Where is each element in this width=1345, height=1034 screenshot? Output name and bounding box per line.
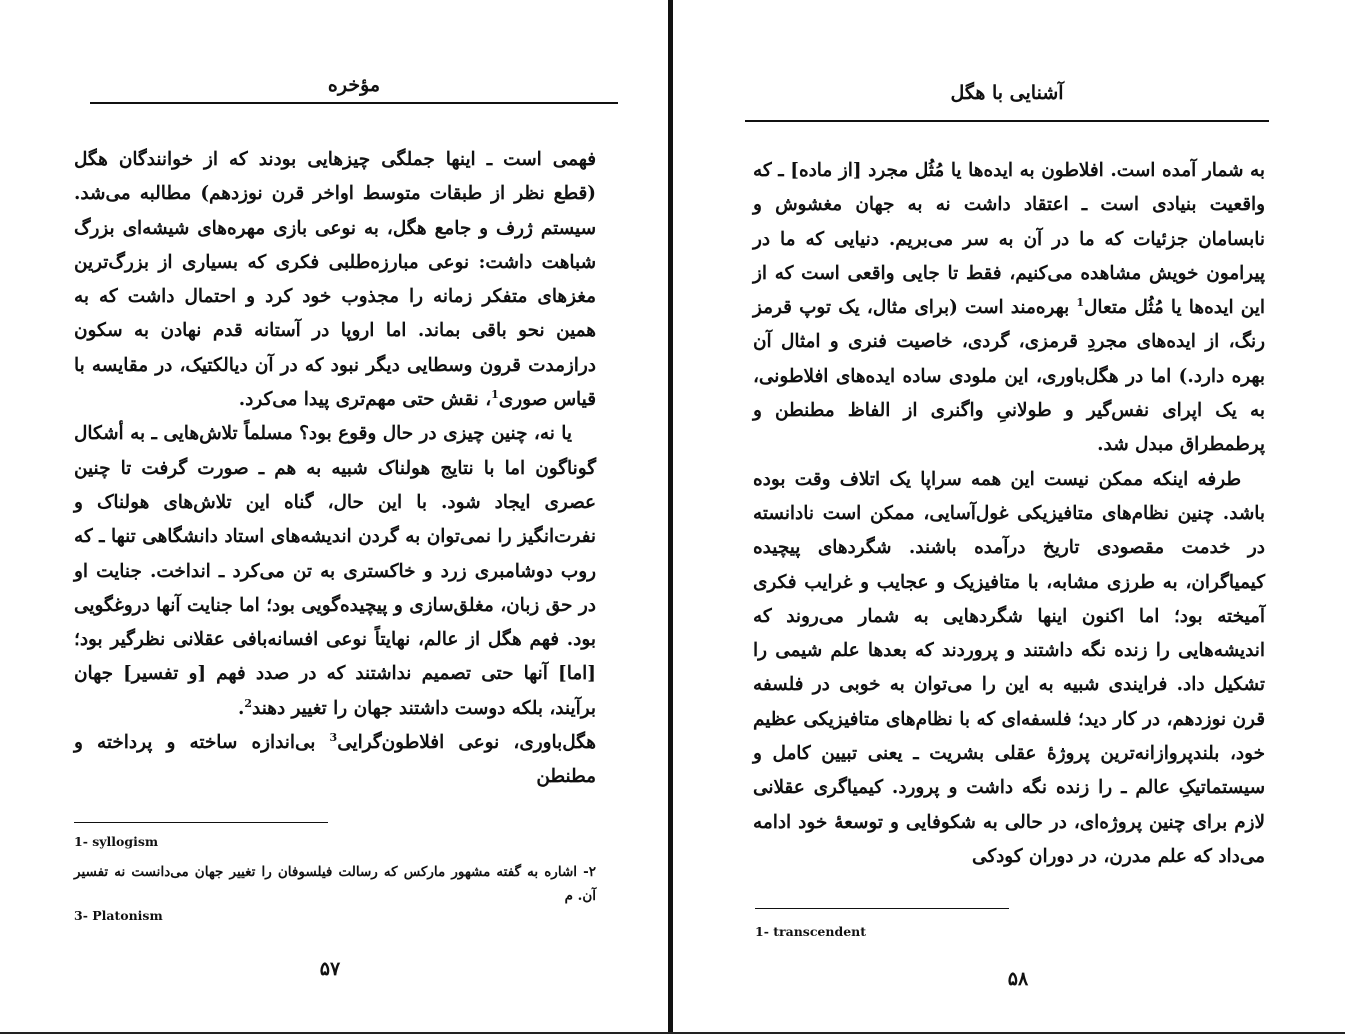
left-page <box>0 0 668 1034</box>
left-footnote-1: 1- syllogism <box>74 834 159 849</box>
right-paragraph-2: طرفه اینکه ممکن نیست این همه سراپا یک اتلاف وقت بوده باشد. چنین نظام‌های متافیزیکی غول‌آسایی، ممکن است نادانسته در خدمت مقصودی تاریخ درآمده باشند. شگردهای پیچیده کیمیاگران، به طرزی مشابه، با متافیزیک و عجایب و غرایب فکری آمیخته بود؛ اما اکنون اینها شگردهایی به شمار می‌روند که اندیشه‌هایی را زنده نگه داشتند و پروردند که بعدها علم شیمی را تشکیل داد. فرایندی شبیه به این را می‌توان به خوبی در فلسفه قرن نوزدهم، در کار دید؛ فلسفه‌ای که با نظام‌های متافیزیکی عظیم خود، بلندپروازانه‌ترین پروژهٔ عقلی بشریت ـ یعنی تبیین کامل و سیستماتیکِ عالم ـ را زنده نگه داشت و پرورد. کیمیاگری عقلانی لازم برای چنین پروژه‌ای، در حالی به شکوفایی و توسعهٔ خود ادامه می‌داد که علم مدرن، در دوران کودکی <box>753 468 1265 867</box>
footnote-ref-2: 2 <box>244 696 253 710</box>
left-header-rule <box>90 102 618 104</box>
left-page-header: مؤخره <box>327 74 381 96</box>
footnote-ref-1: 1 <box>491 387 499 401</box>
footnote-ref-3: 3 <box>329 730 338 744</box>
left-page-number: ۵۷ <box>319 958 341 980</box>
right-footnote-1: 1- transcendent <box>755 924 867 939</box>
right-page <box>673 0 1345 1034</box>
left-paragraph-3: هگل‌باوری، نوعی افلاطون‌گرایی$^3$ بی‌اندازه ساخته و پرداخته و مطنطن <box>74 730 596 788</box>
right-page-number: ۵۸ <box>1007 968 1029 990</box>
right-body-text <box>753 154 1265 874</box>
left-body-text <box>74 143 596 795</box>
right-page-header: آشنایی با هگل <box>950 82 1064 104</box>
right-paragraph-1: به شمار آمده است. افلاطون به ایده‌ها یا مُثُل مجرد [از ماده] ـ که واقعیت بنیادی است ـ اعتقاد داشت نه به جهان مغشوش و نابسامان جزئیات که ما در آن به سر می‌بریم. دنیایی که ما در پیرامون خویش مشاهده می‌کنیم، فقط تا جایی واقعی است که از این ایده‌ها یا مُثُل متعال$^1$ بهره‌مند است (برای مثال، یک توپ قرمز رنگ، از ایده‌های مجردِ قرمزی، گردی، خاصیت فنری و امثال آن بهره دارد.) اما در هگل‌باوری، این ملودی ساده ایده‌های افلاطونی، به یک اپرای نفس‌گیر و طولانیِ واگنری از الفاظ مطنطن و پرطمطراق مبدل شد. <box>753 160 1265 456</box>
right-header-rule <box>745 120 1269 122</box>
right-footnote-rule <box>755 908 1009 909</box>
left-footnote-3: 3- Platonism <box>74 908 163 923</box>
left-footnote-rule <box>74 822 328 823</box>
left-footnote-2: ۲- اشاره به گفته مشهور مارکس که رسالت فیلسوفان را تغییر جهان می‌دانست نه تفسیر آن. م <box>74 864 596 904</box>
left-paragraph-2: یا نه، چنین چیزی در حال وقوع بود؟ مسلماً تلاش‌هایی ـ به أشکال گوناگون اما با نتایج هولناک شبیه به هم ـ صورت گرفت تا چنین عصری ایجاد شود. با این حال، گناه این تلاش‌های هولناک و نفرت‌انگیز را نمی‌توان به گردن اندیشه‌های استاد دانشگاهی تنها ـ که روب دوشامبری زرد و خاکستری به تن می‌کرد ـ انداخت. جنایت او در حق زبان، مغلق‌سازی و پیچیده‌گویی بود؛ اما جنایت آنها دروغگویی بود. فهم هگل از عالم، نهایتاً نوعی افسانه‌بافی عقلانی نظرگیر بود؛ [اما] آنها حتی تصمیم نداشتند که در صدد فهم [و تفسیر] جهان برآیند، بلکه دوست داشتند جهان را تغییر دهند$^2$. <box>74 423 596 719</box>
footnote-ref-transcendent: 1 <box>1076 296 1085 310</box>
left-paragraph-1: فهمی است ـ اینها جملگی چیزهایی بودند که از خوانندگان هگل (قطع نظر از طبقات متوسط اواخر قرن نوزدهم) مطالبه می‌شد. سیستم ژرف و جامع هگل، به نوعی بازی مهره‌های شیشه‌ای بزرگ شباهت داشت: نوعی مبارزه‌طلبی فکری که بسیاری از بزرگ‌ترین مغزهای متفکر زمانه را مجذوب خود کرد و احتمال داشت که به همین نحو باقی بماند. اما اروپا در آستانه قدم نهادن به سکون درازمدت قرون وسطایی دیگر نبود که در آن دیالکتیک، در مقایسه با قیاس صوری$^1$، نقش حتی مهم‌تری پیدا می‌کرد. <box>74 149 596 411</box>
